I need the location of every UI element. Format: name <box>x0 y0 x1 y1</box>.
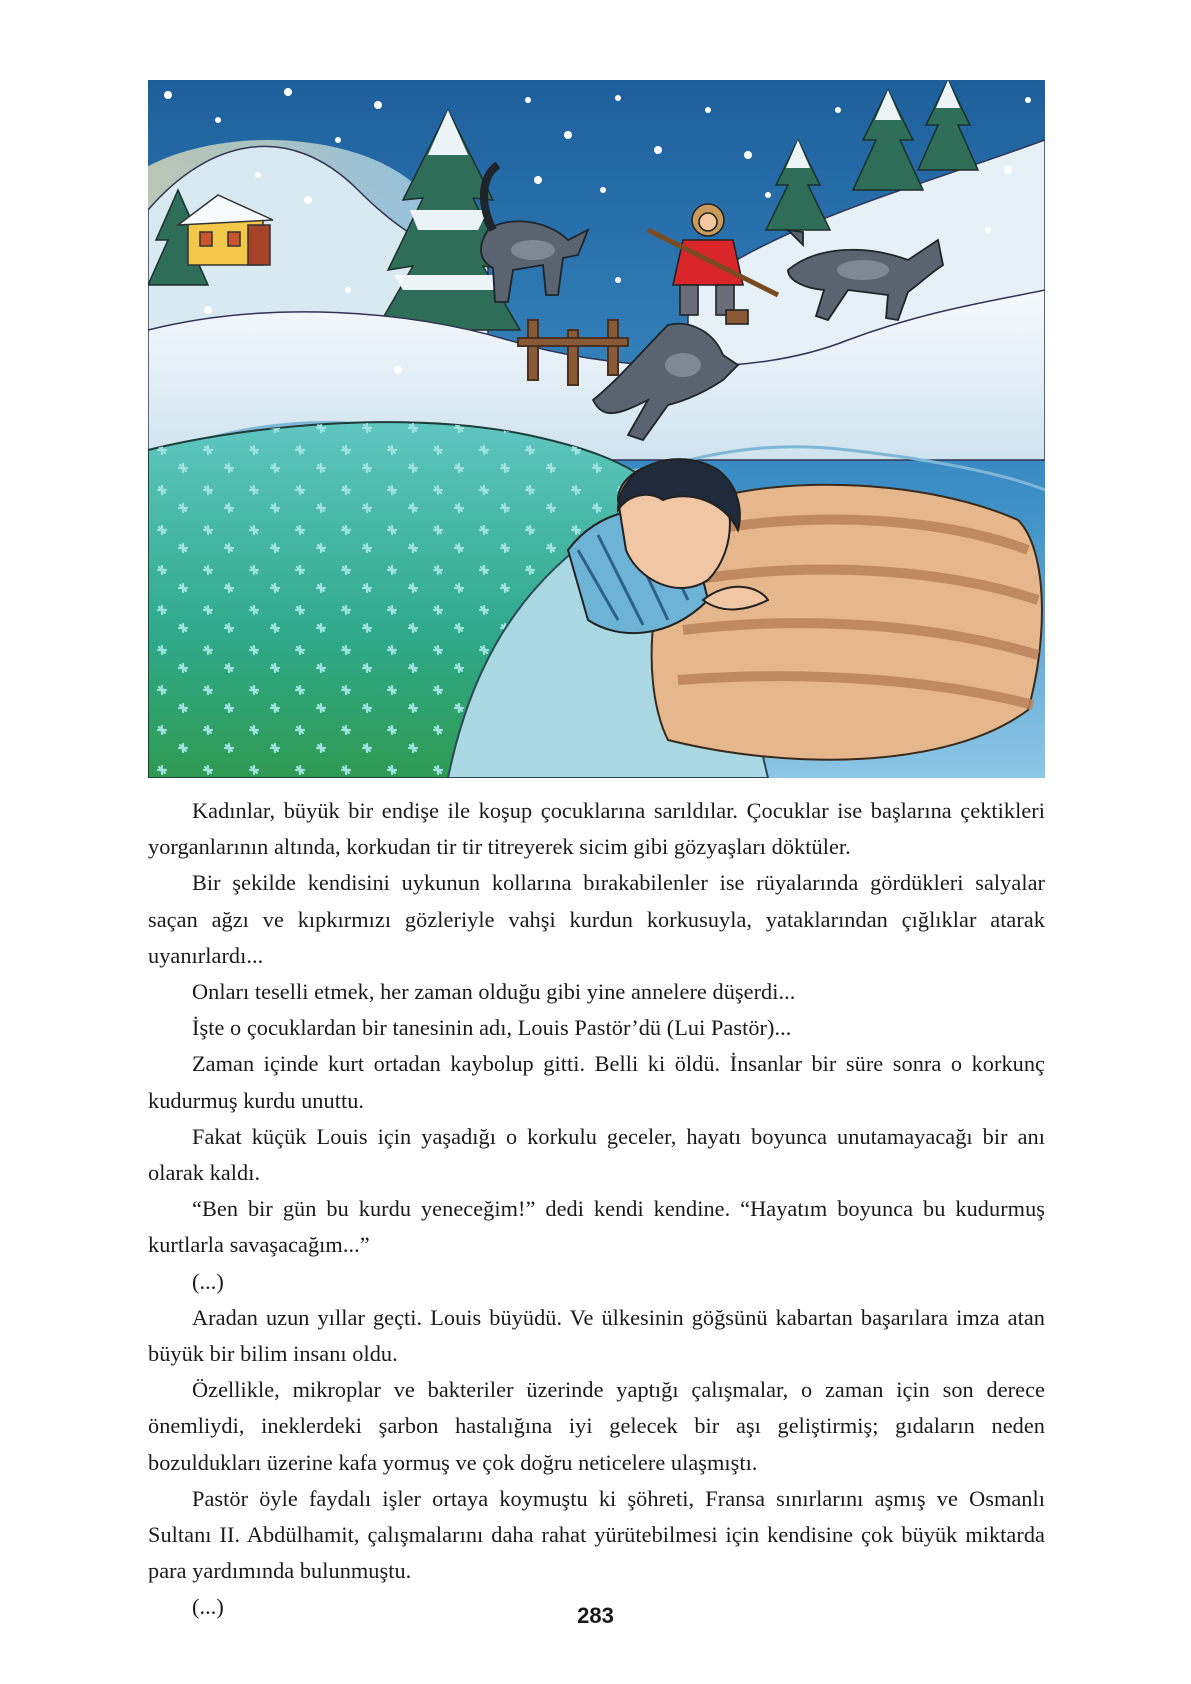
paragraph-2: Bir şekilde kendisini uykunun kollarına bırakabilenler ise rüyalarında gördükleri salyalar saçan ağzı ve kıpkırmızı gözleriyle vahşi kurdun korkusuyla, yataklarından çığlıklar atarak uyanırlardı... <box>148 870 1045 968</box>
paragraph-6: Fakat küçük Louis için yaşadığı o korkulu geceler, hayatı boyunca unutamayacağı bir anı olarak kaldı. <box>148 1123 1045 1186</box>
paragraph-10: Özellikle, mikroplar ve bakteriler üzerinde yaptığı çalışmalar, o zaman için son derece önemliydi, ineklerdeki şarbon hastalığına iyi gelecek bir aşı geliştirmiş; gıdaların neden bozuldukları üzerine kafa yormuş ve çok doğru neticelere ulaşmıştı. <box>148 1377 1045 1475</box>
story-text <box>148 793 1045 1626</box>
paragraph-4: İşte o çocuklardan bir tanesinin adı, Louis Pastör’dü (Lui Pastör)... <box>192 1015 792 1041</box>
paragraph-7: “Ben bir gün bu kurdu yeneceğim!” dedi kendi kendine. “Hayatım boyunca bu kudurmuş kurtlarla savaşacağım...” <box>148 1196 1045 1258</box>
story-illustration <box>148 80 1045 778</box>
paragraph-5: Zaman içinde kurt ortadan kaybolup gitti. Belli ki öldü. İnsanlar bir süre sonra o korkunç kudurmuş kurdu unuttu. <box>148 1051 1045 1113</box>
paragraph-11: Pastör öyle faydalı işler ortaya koymuştu ki şöhreti, Fransa sınırlarını aşmış ve Osmanlı Sultanı II. Abdülhamit, çalışmalarını daha rahat yürütebilmesi için kendisine çok büyük miktarda para yardımında bulunmuştu. <box>148 1485 1045 1584</box>
paragraph-1: Kadınlar, büyük bir endişe ile koşup çocuklarına sarıldılar. Çocuklar ise başlarına çektikleri yorganlarının altında, korkudan tir tir titreyerek sicim gibi gözyaşları döktüler. <box>148 798 1045 860</box>
dream-scene-image <box>148 80 1045 778</box>
paragraph-8: (...) <box>192 1268 224 1294</box>
paragraph-12: (...) <box>192 1594 224 1620</box>
page-number: 283 <box>577 1603 614 1628</box>
paragraph-3: Onları teselli etmek, her zaman olduğu gibi yine annelere düşerdi... <box>192 979 796 1005</box>
paragraph-9: Aradan uzun yıllar geçti. Louis büyüdü. Ve ülkesinin göğsünü kabartan başarılara imza atan büyük bir bilim insanı oldu. <box>148 1304 1045 1367</box>
